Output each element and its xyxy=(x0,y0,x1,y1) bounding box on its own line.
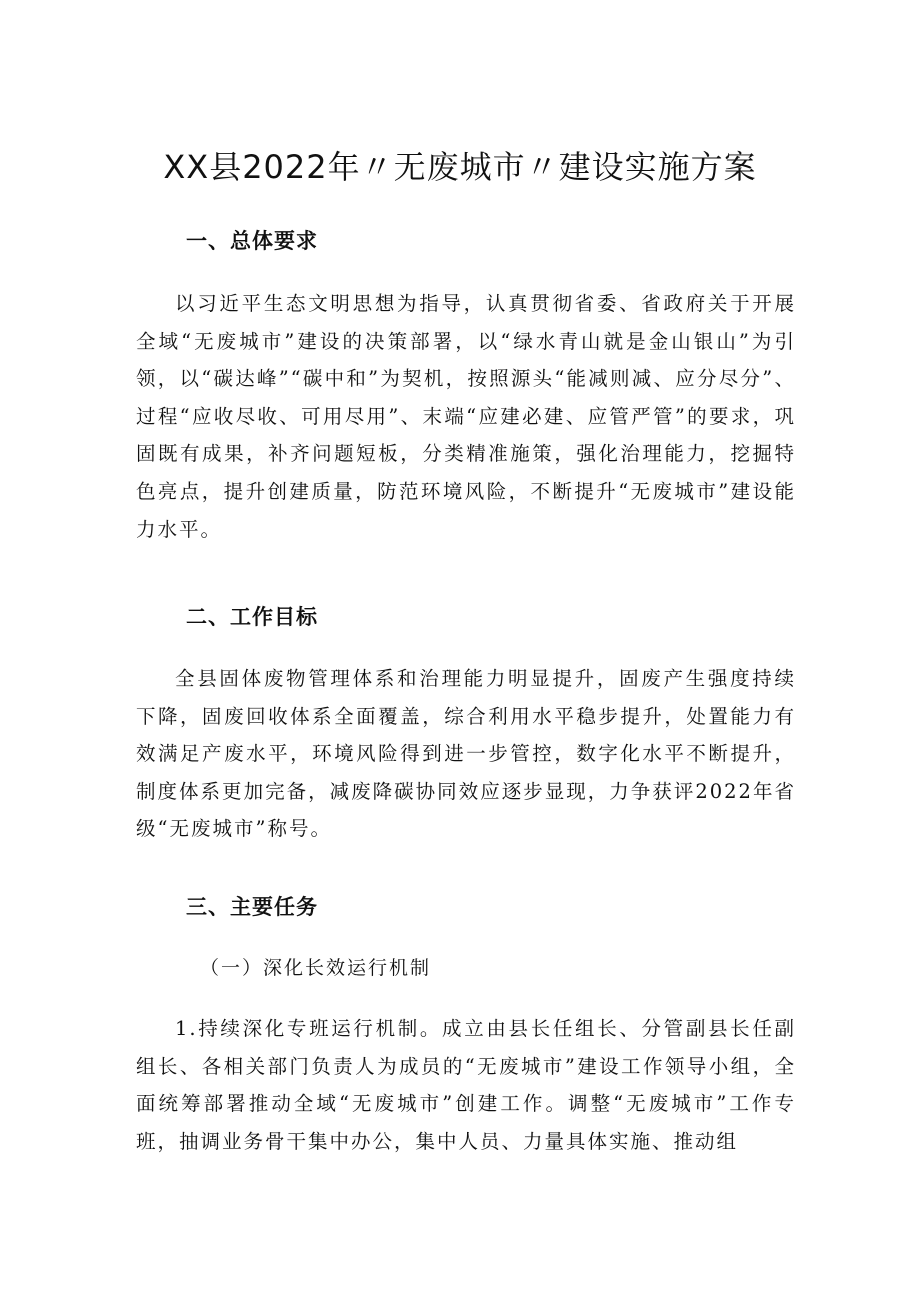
section-heading-work-goals: 二、工作目标 xyxy=(186,605,318,629)
section-heading-general-requirements: 一、总体要求 xyxy=(186,229,318,253)
paragraph-general-requirements: 以习近平生态文明思想为指导，认真贯彻省委、省政府关于开展全域“无废城市”建设的决策部署，以“绿水青山就是金山银山”为引领，以“碳达峰”“碳中和”为契机，按照源头“能减则减、应分尽分”、过程“应收尽收、可用尽用”、末端“应建必建、应管严管”的要求，巩固既有成果，补齐问题短板，分类精准施策，强化治理能力，挖掘特色亮点，提升创建质量，防范环境风险，不断提升“无废城市”建设能力水平。 xyxy=(136,292,796,541)
subsection-heading-mechanism: （一）深化长效运行机制 xyxy=(200,957,432,979)
section-heading-main-tasks: 三、主要任务 xyxy=(186,895,318,919)
paragraph-work-goals: 全县固体废物管理体系和治理能力明显提升，固废产生强度持续下降，固废回收体系全面覆盖，综合利用水平稳步提升，处置能力有效满足产废水平，环境风险得到进一步管控，数字化水平不断提升，制度体系更加完备，减废降碳协同效应逐步显现，力争获评2022年省级“无废城市”称号。 xyxy=(136,667,796,841)
document-title: XX县2022年〃无废城市〃建设实施方案 xyxy=(163,148,757,186)
paragraph-task-1: 1.持续深化专班运行机制。成立由县长任组长、分管副县长任副组长、各相关部门负责人为成员的“无废城市”建设工作领导小组，全面统筹部署推动全域“无废城市”创建工作。调整“无废城市”工作专班，抽调业务骨干集中办公，集中人员、力量具体实施、推动组 xyxy=(136,1017,796,1153)
